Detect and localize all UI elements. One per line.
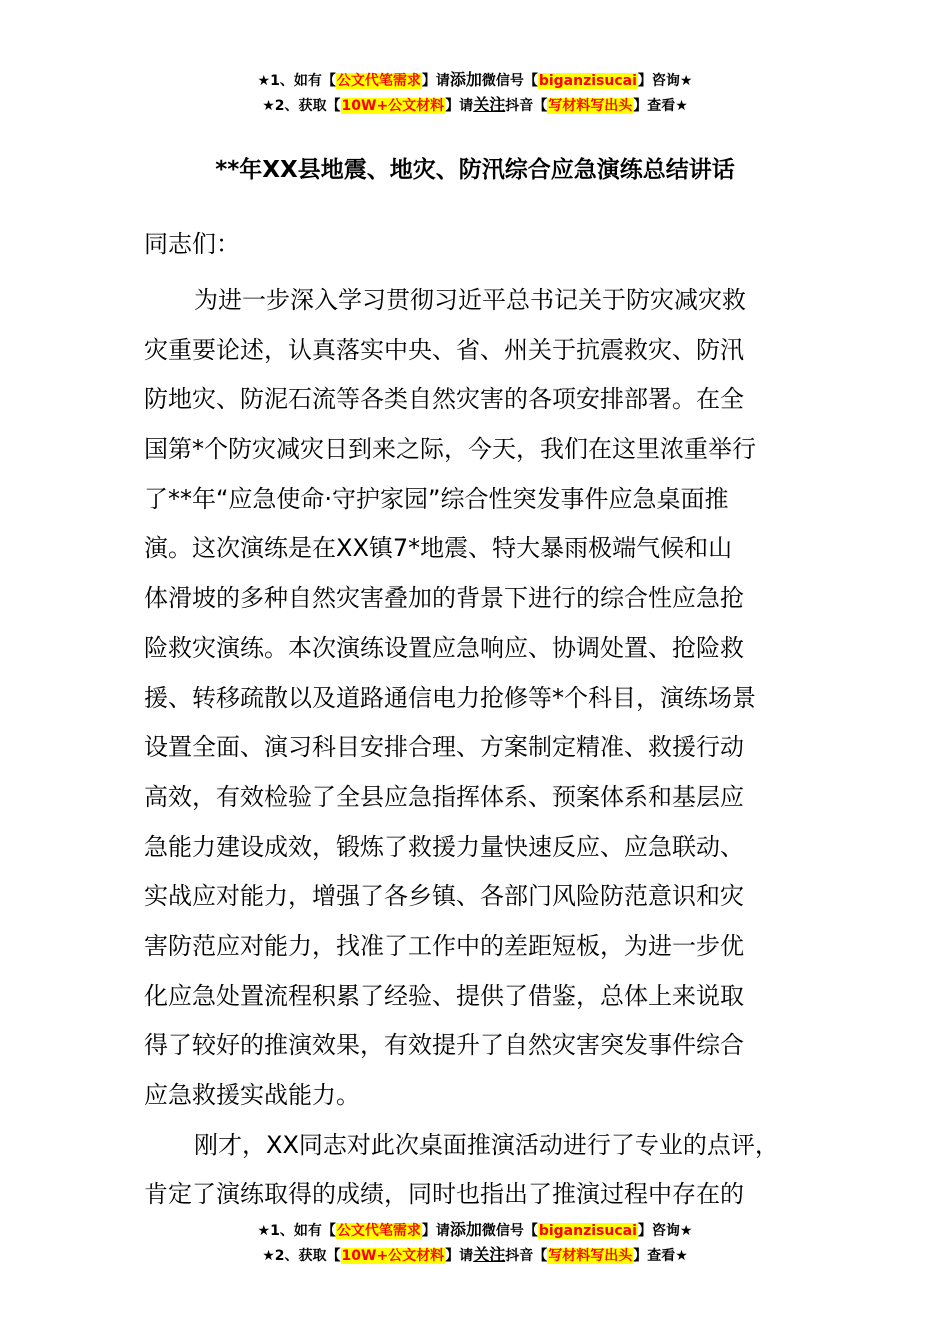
banner-text: 】查看★ — [633, 1248, 688, 1264]
paragraph-1-line: 演。这次演练是在XX镇7*地震、特大暴雨极端气候和山 — [144, 534, 733, 563]
paragraph-1-line: 害防范应对能力，找准了工作中的差距短板，为进一步优 — [144, 931, 744, 960]
footer-banner — [0, 1218, 950, 1268]
paragraph-1-line: 应急救援实战能力。 — [144, 1081, 360, 1109]
paragraph-1-line: 国第*个防灾减灾日到来之际，今天，我们在这里浓重举行 — [144, 435, 756, 464]
banner-text: 】咨询★ — [637, 1223, 693, 1239]
banner-text: 】请 — [445, 1248, 474, 1264]
paragraph-1-line: 得了较好的推演效果，有效提升了自然灾害突发事件综合 — [144, 1031, 744, 1060]
highlight-service: 公文代笔需求 — [336, 1223, 421, 1239]
banner-line-2 — [0, 1243, 950, 1268]
banner-text: 】查看★ — [633, 98, 688, 114]
paragraph-1-line: 了**年“应急使命·守护家园”综合性突发事件应急桌面推 — [144, 484, 729, 513]
banner-text: 】咨询★ — [637, 73, 693, 89]
paragraph-2-line: 刚才，XX同志对此次桌面推演活动进行了专业的点评， — [194, 1130, 779, 1159]
banner-emphasis: 添加 — [449, 70, 482, 89]
paragraph-1-line: 体滑坡的多种自然灾害叠加的背景下进行的综合性应急抢 — [144, 584, 744, 613]
document-title: **年XX县地震、地灾、防汛综合应急演练总结讲话 — [215, 157, 735, 183]
paragraph-1-line: 防地灾、防泥石流等各类自然灾害的各项安排部署。在全 — [144, 385, 744, 414]
highlight-douyin-account: 写材料写出头 — [548, 98, 633, 114]
highlight-douyin-account: 写材料写出头 — [548, 1248, 633, 1264]
banner-text: ★2、获取【 — [262, 1248, 341, 1264]
paragraph-1-line: 实战应对能力，增强了各乡镇、各部门风险防范意识和灾 — [144, 882, 744, 911]
highlight-materials: 10W+公文材料 — [341, 1248, 445, 1264]
highlight-wechat-id: biganzisucai — [538, 1223, 637, 1239]
banner-text: 】请 — [421, 73, 450, 89]
highlight-wechat-id: biganzisucai — [538, 73, 637, 89]
highlight-materials: 10W+公文材料 — [341, 98, 445, 114]
banner-text: 微信号【 — [481, 1223, 538, 1239]
paragraph-2-line: 肯定了演练取得的成绩，同时也指出了推演过程中存在的 — [144, 1180, 744, 1209]
paragraph-1-line: 为进一步深入学习贯彻习近平总书记关于防灾减灾救 — [194, 286, 746, 314]
banner-text: 抖音【 — [505, 98, 548, 114]
paragraph-1-line: 急能力建设成效，锻炼了救援力量快速反应、应急联动、 — [144, 832, 744, 861]
banner-text: 】请 — [421, 1223, 450, 1239]
document-body — [144, 276, 844, 1220]
paragraph-1-line: 高效，有效检验了全县应急指挥体系、预案体系和基层应 — [144, 782, 744, 811]
header-banner — [0, 68, 950, 118]
banner-text: 】请 — [445, 98, 474, 114]
banner-line-1 — [0, 1218, 950, 1243]
banner-text: 抖音【 — [505, 1248, 548, 1264]
highlight-service: 公文代笔需求 — [336, 73, 421, 89]
banner-line-1 — [0, 68, 950, 93]
banner-text: ★2、获取【 — [262, 98, 341, 114]
banner-line-2 — [0, 93, 950, 118]
banner-emphasis: 关注 — [473, 95, 506, 114]
banner-text: ★1、如有【 — [257, 1223, 336, 1239]
banner-emphasis: 添加 — [449, 1220, 482, 1239]
paragraph-1-line: 灾重要论述，认真落实中央、省、州关于抗震救灾、防汛 — [144, 335, 744, 364]
banner-text: 微信号【 — [481, 73, 538, 89]
paragraph-1-line: 化应急处置流程积累了经验、提供了借鉴，总体上来说取 — [144, 981, 744, 1010]
salutation: 同志们： — [144, 230, 240, 258]
paragraph-1-line: 设置全面、演习科目安排合理、方案制定精准、救援行动 — [144, 733, 744, 762]
banner-emphasis: 关注 — [473, 1245, 506, 1264]
paragraph-1-line: 援、转移疏散以及道路通信电力抢修等*个科目，演练场景 — [144, 683, 756, 712]
banner-text: ★1、如有【 — [257, 73, 336, 89]
paragraph-1-line: 险救灾演练。本次演练设置应急响应、协调处置、抢险救 — [144, 633, 744, 662]
